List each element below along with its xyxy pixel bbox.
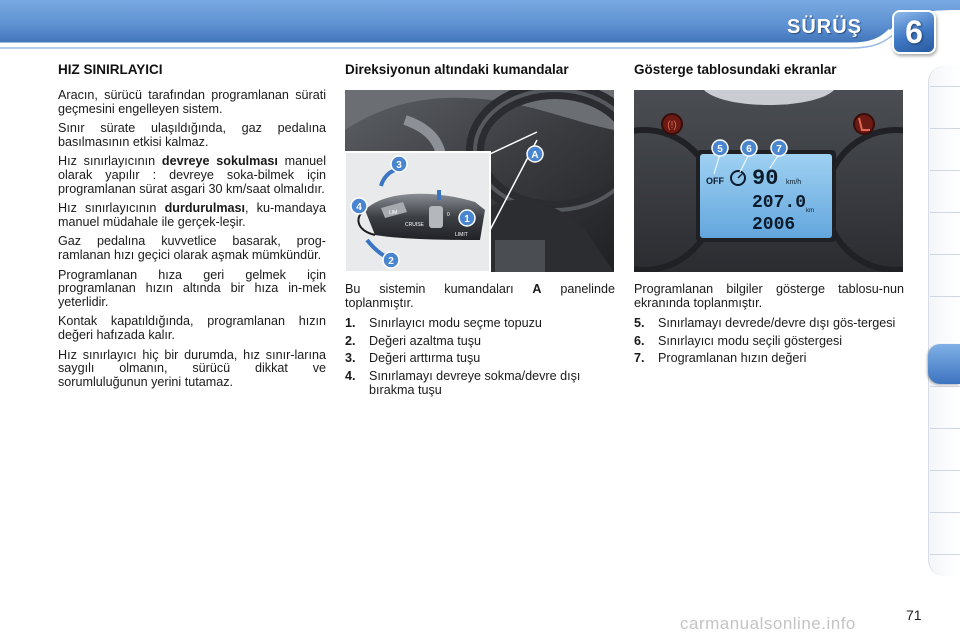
list-item [345,335,615,349]
item-text: Değeri azaltma tuşu [369,333,481,348]
tab-mark[interactable] [930,86,960,87]
emphasis-text: durdurulması [164,201,246,216]
steering-controls-section [345,62,615,89]
list-item [634,352,904,366]
tab-mark[interactable] [930,170,960,171]
page-number: 71 [906,607,922,623]
callout-a [527,146,543,162]
caption-text-part: Bu sistemin kumandaları [345,282,533,296]
steering-controls-caption [345,283,615,401]
paragraph [58,155,326,196]
speed-limiter-section [58,62,326,395]
page-header [0,0,960,50]
tab-rail [928,66,960,576]
svg-text:3: 3 [396,160,402,171]
chapter-number-badge: 6 [892,10,936,54]
item-text: Sınırlamayı devrede/devre dışı gös-tergesi [658,316,896,331]
list-item [345,352,615,366]
list-item [634,335,904,349]
tab-mark[interactable] [930,296,960,297]
item-number: 2. [345,333,356,348]
item-number: 1. [345,316,356,331]
instrument-display-photo [634,90,903,272]
paragraph: Aracın, sürücü tarafından programlanan sürati geçmesini engelleyen sistem. [58,88,326,116]
trip-odometer: 207.0 [752,193,807,213]
svg-text:6: 6 [746,144,752,155]
caption-text-part: panelinde toplanmıştır. [345,282,615,310]
list-item [345,317,615,331]
item-text: Programlanan hızın değeri [658,351,807,366]
programmed-speed: 90 [752,166,779,191]
stalk-label: 0 [447,212,450,218]
tab-mark[interactable] [930,512,960,513]
total-odometer: 2006 [752,215,796,235]
callout-5 [712,140,728,156]
paragraph-text: Hız sınırlayıcının [58,201,165,216]
paragraph [58,202,326,229]
paragraph-text: manuel olarak yapılır : devreye soka-bilmek için programlanan sürat asgari 30 km/saat olmalıdır. [58,154,326,196]
paragraph-text: , ku-mandaya manuel müdahale ile gerçek-leşir. [58,201,326,229]
stalk-label: CRUISE [405,222,424,228]
callout-4 [351,198,367,214]
section-heading: Gösterge tablosundaki ekranlar [634,62,837,77]
limiter-off-label: OFF [706,176,724,186]
svg-text:1: 1 [464,214,470,225]
paragraph: Sınır sürate ulaşıldığında, gaz pedalına basılmasının etkisi kalmaz. [58,121,326,149]
caption-text [345,283,615,310]
paragraph: Programlanan hıza geri gelmek için programlanan hızın altında bir hıza in-mek yeterlidir. [58,267,326,309]
item-number: 5. [634,316,645,331]
list-item [634,317,904,331]
stalk-label: LIM [389,210,398,216]
odometer-unit: km [806,208,814,214]
section-heading: HIZ SINIRLAYICI [58,62,163,77]
list-item [345,370,615,397]
paragraph: Gaz pedalına kuvvetlice basarak, prog-ramlanan hızı geçici olarak aşmak mümkündür. [58,234,326,262]
svg-text:4: 4 [356,202,362,213]
item-text: Sınırlayıcı modu seçili göstergesi [658,333,843,348]
svg-text:5: 5 [717,144,723,155]
tab-mark[interactable] [930,470,960,471]
paragraph: Hız sınırlayıcı hiç bir durumda, hız sınır-larına saygılı olmanın, sürücü dikkat ve sorumluluğunun yerini tutamaz. [58,347,326,389]
tab-mark[interactable] [930,254,960,255]
emphasis-text: A [532,282,542,296]
paragraph-text: Hız sınırlayıcının [58,154,162,169]
emphasis-text: devreye sokulması [161,154,278,169]
tab-mark[interactable] [930,554,960,555]
section-heading: Direksiyonun altındaki kumandalar [345,62,569,77]
display-list [634,317,904,366]
item-number: 3. [345,351,356,366]
tab-mark[interactable] [930,386,960,387]
speed-unit: km/h [786,179,802,186]
caption-text: Programlanan bilgiler gösterge tablosu-nun ekranında toplanmıştır. [634,282,904,310]
item-number: 7. [634,351,645,366]
tab-mark[interactable] [930,128,960,129]
watermark: carmanualsonline.info [680,614,856,633]
tab-mark[interactable] [930,428,960,429]
steering-controls-photo [345,90,614,272]
item-text: Değeri arttırma tuşu [369,351,481,366]
instrument-display-caption [634,283,904,370]
callout-6 [741,140,757,156]
paragraph: Kontak kapatıldığında, programlanan hızın değeri hafızada kalır. [58,314,326,342]
instrument-display-section [634,62,904,89]
chapter-tab-active[interactable] [928,344,960,384]
callout-1 [459,210,475,226]
warning-lamp-icon: (!) [667,120,677,131]
controls-list [345,317,615,397]
stalk-label: LIMIT [455,232,468,238]
item-text: Sınırlamayı devreye sokma/devre dışı bırakma tuşu [369,368,581,397]
item-number: 4. [345,368,356,383]
tab-mark[interactable] [930,212,960,213]
callout-7 [771,140,787,156]
callout-3 [391,156,407,172]
chapter-title: SÜRÜŞ [786,16,862,38]
item-text: Sınırlayıcı modu seçme topuzu [369,316,542,331]
chapter-tab-strip [928,66,960,576]
item-number: 6. [634,333,645,348]
svg-text:A: A [531,150,539,161]
svg-text:2: 2 [388,256,394,267]
svg-text:7: 7 [776,144,782,155]
callout-2 [383,252,399,268]
